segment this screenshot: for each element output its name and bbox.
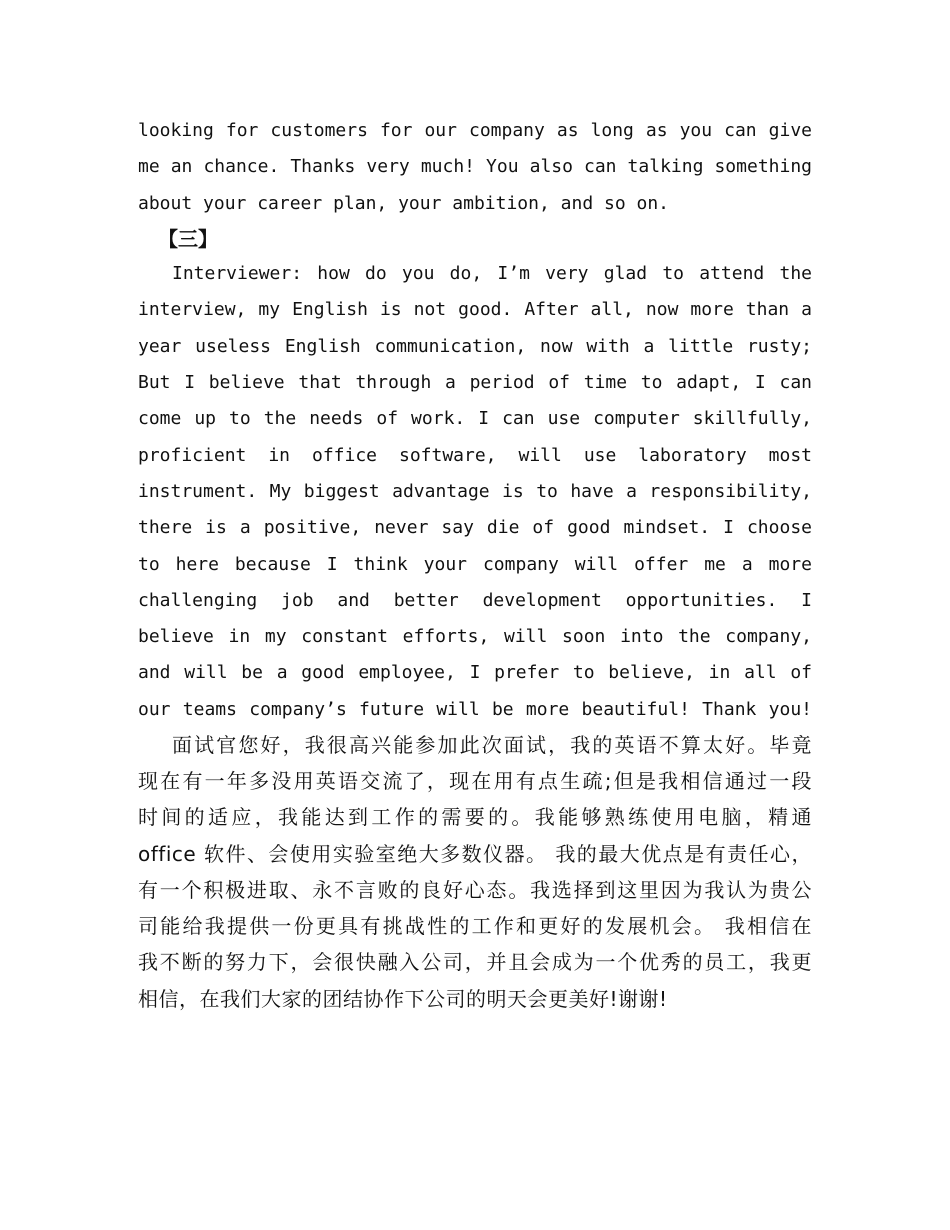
english-line-2: interview, my English is not good. After all, now more than a: [138, 299, 812, 320]
english-line-1: Interviewer: how do you do, I’m very glad to attend the: [172, 263, 812, 284]
intro-line-1: looking for customers for our company as long as you can give: [138, 120, 812, 141]
intro-line-3: about your career plan, your ambition, and so on.: [138, 193, 670, 214]
chinese-line-2: 现在有一年多没用英语交流了，现在用有点生疏;但是我相信通过一段: [138, 769, 812, 793]
chinese-line-8: 相信，在我们大家的团结协作下公司的明天会更美好!谢谢!: [138, 987, 668, 1011]
english-line-3: year useless English communication, now with a little rusty;: [138, 336, 812, 357]
english-line-10: challenging job and better development opportunities. I: [138, 590, 812, 611]
chinese-line-4: office 软件、会使用实验室绝大多数仪器。 我的最大优点是有责任心，: [138, 842, 812, 866]
chinese-line-5: 有一个积极进取、永不言败的良好心态。我选择到这里因为我认为贵公: [138, 878, 812, 902]
english-line-13: our teams company’s future will be more beautiful! Thank you!: [138, 699, 812, 720]
chinese-line-3: 时间的适应，我能达到工作的需要的。我能够熟练使用电脑，精通: [138, 805, 812, 829]
english-line-4: But I believe that through a period of time to adapt, I can: [138, 372, 812, 393]
chinese-line-6: 司能给我提供一份更具有挑战性的工作和更好的发展机会。 我相信在: [138, 914, 812, 938]
section-heading: 【三】: [158, 227, 218, 251]
english-line-8: there is a positive, never say die of good mindset. I choose: [138, 517, 812, 538]
english-line-9: to here because I think your company will offer me a more: [138, 554, 812, 575]
english-line-5: come up to the needs of work. I can use computer skillfully,: [138, 408, 812, 429]
english-line-12: and will be a good employee, I prefer to believe, in all of: [138, 662, 812, 683]
english-line-7: instrument. My biggest advantage is to have a responsibility,: [138, 481, 812, 502]
chinese-line-1: 面试官您好，我很高兴能参加此次面试，我的英语不算太好。毕竟: [172, 733, 812, 757]
chinese-line-7: 我不断的努力下，会很快融入公司，并且会成为一个优秀的员工，我更: [138, 950, 812, 974]
english-line-6: proficient in office software, will use laboratory most: [138, 445, 812, 466]
english-line-11: believe in my constant efforts, will soon into the company,: [138, 626, 812, 647]
intro-line-2: me an chance. Thanks very much! You also can talking something: [138, 156, 812, 177]
